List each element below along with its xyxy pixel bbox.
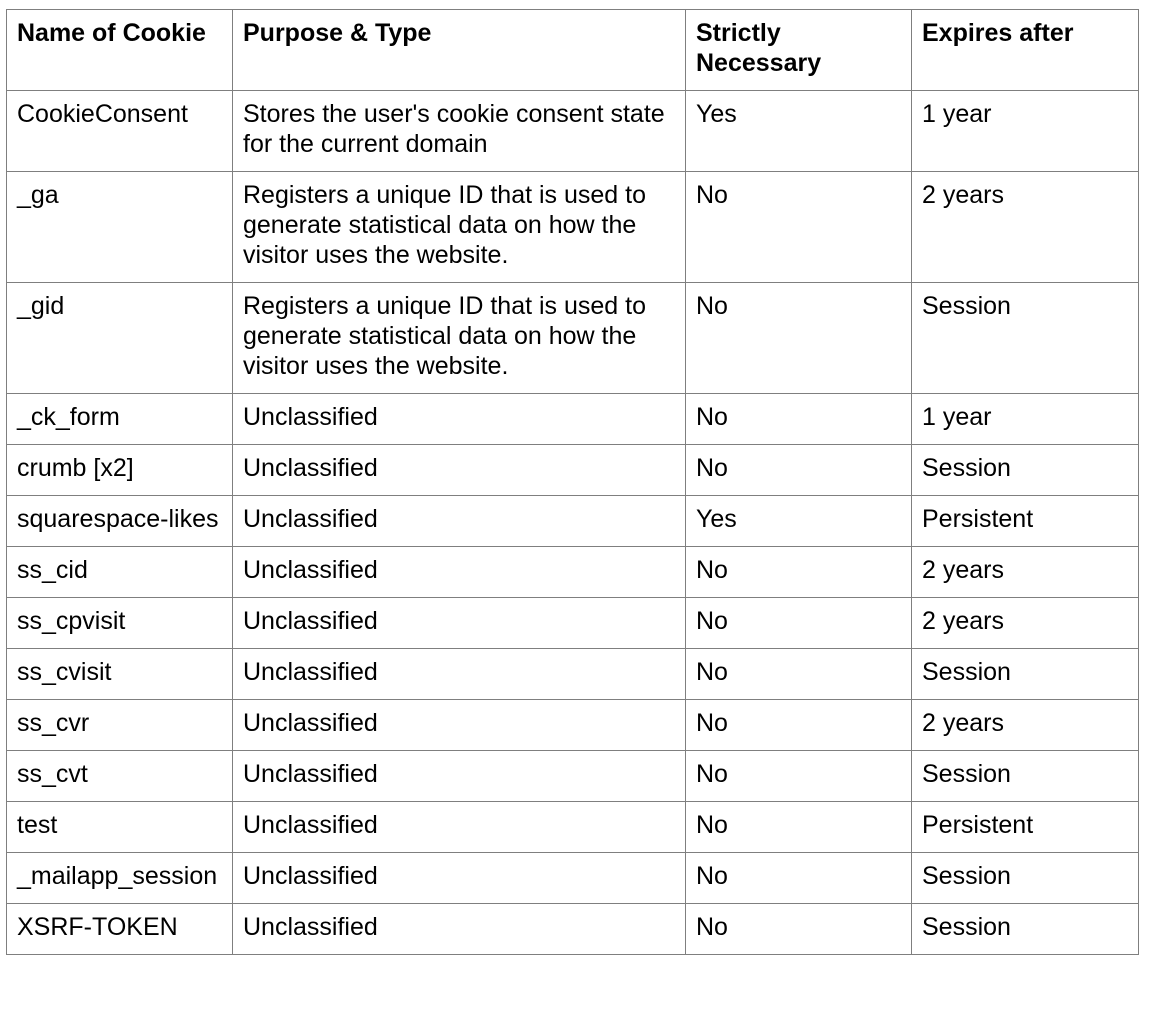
cookie-name-cell: _mailapp_session <box>7 853 233 904</box>
cookie-expires-cell: 2 years <box>912 172 1139 283</box>
table-header-row <box>7 10 1139 91</box>
cookie-expires-cell: Session <box>912 283 1139 394</box>
cookie-necessary-cell: No <box>686 172 912 283</box>
cookie-expires-cell: 1 year <box>912 394 1139 445</box>
cookie-purpose-cell: Unclassified <box>233 751 686 802</box>
cookie-expires-cell: Session <box>912 649 1139 700</box>
cookie-purpose-cell: Unclassified <box>233 649 686 700</box>
cookie-expires-cell: 2 years <box>912 598 1139 649</box>
cookie-expires-cell: Persistent <box>912 496 1139 547</box>
cookie-purpose-cell: Stores the user's cookie consent state for the current domain <box>233 91 686 172</box>
cookie-expires-cell: 2 years <box>912 700 1139 751</box>
cookie-necessary-cell: No <box>686 547 912 598</box>
cookie-necessary-cell: No <box>686 598 912 649</box>
cookie-necessary-cell: Yes <box>686 91 912 172</box>
cookie-expires-cell: 1 year <box>912 91 1139 172</box>
cookie-purpose-cell: Unclassified <box>233 904 686 955</box>
cookie-table <box>6 9 1139 955</box>
cookie-necessary-cell: No <box>686 445 912 496</box>
table-row <box>7 649 1139 700</box>
cookie-necessary-cell: Yes <box>686 496 912 547</box>
cookie-name-cell: _ga <box>7 172 233 283</box>
cookie-expires-cell: Session <box>912 751 1139 802</box>
table-row <box>7 700 1139 751</box>
cookie-purpose-cell: Registers a unique ID that is used to generate statistical data on how the visitor uses the website. <box>233 283 686 394</box>
cookie-name-cell: ss_cvisit <box>7 649 233 700</box>
cookie-necessary-cell: No <box>686 751 912 802</box>
cookie-purpose-cell: Unclassified <box>233 853 686 904</box>
cookie-necessary-cell: No <box>686 904 912 955</box>
cookie-name-cell: ss_cid <box>7 547 233 598</box>
cookie-necessary-cell: No <box>686 283 912 394</box>
table-row <box>7 496 1139 547</box>
header-expires-after: Expires after <box>912 10 1139 91</box>
cookie-expires-cell: Persistent <box>912 802 1139 853</box>
cookie-necessary-cell: No <box>686 394 912 445</box>
cookie-name-cell: _gid <box>7 283 233 394</box>
table-row <box>7 853 1139 904</box>
cookie-name-cell: ss_cvt <box>7 751 233 802</box>
table-row <box>7 802 1139 853</box>
cookie-expires-cell: 2 years <box>912 547 1139 598</box>
cookie-purpose-cell: Unclassified <box>233 598 686 649</box>
cookie-name-cell: squarespace-likes <box>7 496 233 547</box>
cookie-necessary-cell: No <box>686 802 912 853</box>
header-purpose-type: Purpose & Type <box>233 10 686 91</box>
cookie-name-cell: XSRF-TOKEN <box>7 904 233 955</box>
cookie-expires-cell: Session <box>912 904 1139 955</box>
cookie-expires-cell: Session <box>912 445 1139 496</box>
cookie-name-cell: crumb [x2] <box>7 445 233 496</box>
cookie-name-cell: _ck_form <box>7 394 233 445</box>
table-row <box>7 91 1139 172</box>
table-row <box>7 547 1139 598</box>
header-strictly-necessary: Strictly Necessary <box>686 10 912 91</box>
cookie-purpose-cell: Unclassified <box>233 445 686 496</box>
cookie-purpose-cell: Registers a unique ID that is used to generate statistical data on how the visitor uses the website. <box>233 172 686 283</box>
table-row <box>7 751 1139 802</box>
cookie-name-cell: test <box>7 802 233 853</box>
table-row <box>7 904 1139 955</box>
cookie-purpose-cell: Unclassified <box>233 547 686 598</box>
table-row <box>7 172 1139 283</box>
header-name-of-cookie: Name of Cookie <box>7 10 233 91</box>
table-row <box>7 445 1139 496</box>
cookie-name-cell: ss_cpvisit <box>7 598 233 649</box>
cookie-necessary-cell: No <box>686 853 912 904</box>
cookie-expires-cell: Session <box>912 853 1139 904</box>
cookie-name-cell: ss_cvr <box>7 700 233 751</box>
table-row <box>7 598 1139 649</box>
table-row <box>7 283 1139 394</box>
cookie-necessary-cell: No <box>686 700 912 751</box>
cookie-purpose-cell: Unclassified <box>233 496 686 547</box>
table-row <box>7 394 1139 445</box>
cookie-purpose-cell: Unclassified <box>233 394 686 445</box>
cookie-purpose-cell: Unclassified <box>233 802 686 853</box>
cookie-necessary-cell: No <box>686 649 912 700</box>
cookie-purpose-cell: Unclassified <box>233 700 686 751</box>
cookie-name-cell: CookieConsent <box>7 91 233 172</box>
